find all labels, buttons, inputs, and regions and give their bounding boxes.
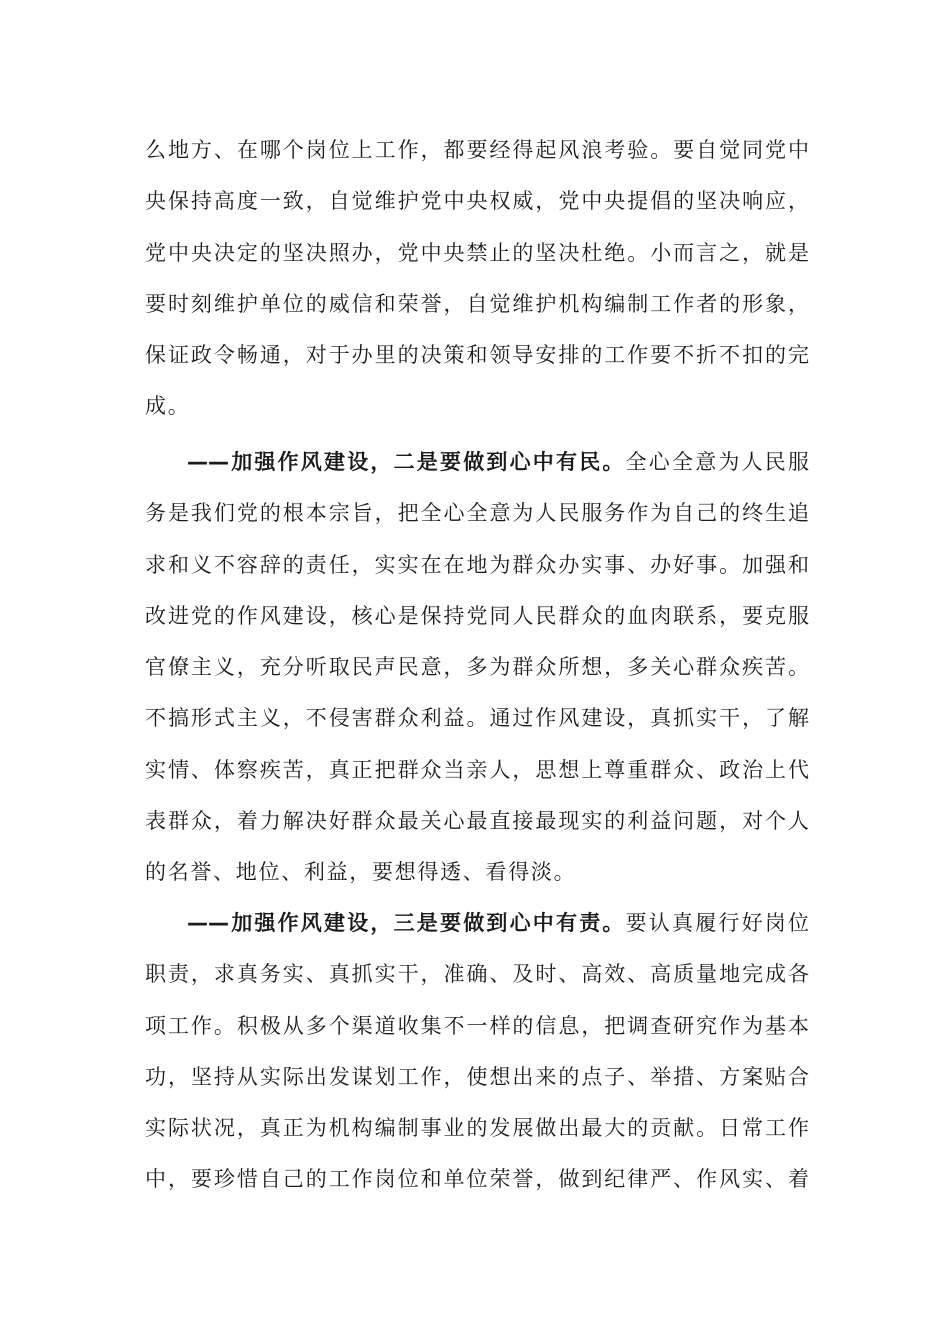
paragraph-2 bbox=[145, 437, 809, 899]
text-line: 官僚主义，充分听取民声民意，多为群众所想，多关心群众疾苦。 bbox=[145, 655, 809, 680]
text-line: 功，坚持从实际出发谋划工作，使想出来的点子、举措、方案贴合 bbox=[145, 1064, 809, 1089]
text-line: 么地方、在哪个岗位上工作，都要经得起风浪考验。要自觉同党中 bbox=[145, 138, 809, 162]
text-line: 保证政令畅通，对于办里的决策和领导安排的工作要不折不扣的完 bbox=[145, 343, 809, 368]
text-line: 求和义不容辞的责任，实实在在地为群众办实事、办好事。加强和 bbox=[145, 552, 809, 577]
text-line: 项工作。积极从多个渠道收集不一样的信息，把调查研究作为基本 bbox=[145, 1013, 809, 1038]
text-line: 职责，求真务实、真抓实干，准确、及时、高效、高质量地完成各 bbox=[145, 962, 809, 987]
paragraph-text: 要认真履行好岗位 bbox=[625, 911, 810, 935]
text-line: 改进党的作风建设，核心是保持党同人民群众的血肉联系，要克服 bbox=[145, 603, 809, 628]
text-line: 的名誉、地位、利益，要想得透、看得淡。 bbox=[145, 860, 577, 885]
text-line-first bbox=[145, 898, 809, 949]
paragraph-heading: ——加强作风建设，二是要做到心中有民。 bbox=[187, 450, 626, 474]
text-line: 实情、体察疾苦，真正把群众当亲人，思想上尊重群众、政治上代 bbox=[145, 757, 809, 782]
text-line-first bbox=[145, 437, 809, 488]
text-line: 中，要珍惜自己的工作岗位和单位荣誉，做到纪律严、作风实、着 bbox=[145, 1167, 809, 1192]
text-line: 务是我们党的根本宗旨，把全心全意为人民服务作为自己的终生追 bbox=[145, 501, 809, 526]
text-line: 不搞形式主义，不侵害群众利益。通过作风建设，真抓实干，了解 bbox=[145, 706, 809, 731]
text-line: 党中央决定的坚决照办，党中央禁止的坚决杜绝。小而言之，就是 bbox=[145, 240, 809, 265]
paragraph-1 bbox=[145, 125, 809, 433]
text-line: 表群众，着力解决好群众最关心最直接最现实的利益问题，对个人 bbox=[145, 809, 809, 834]
paragraph-heading: ——加强作风建设，三是要做到心中有责。 bbox=[187, 911, 626, 935]
text-line: 实际状况，真正为机构编制事业的发展做出最大的贡献。日常工作 bbox=[145, 1116, 809, 1141]
paragraph-text: 全心全意为人民服 bbox=[625, 450, 810, 474]
text-line: 央保持高度一致，自觉维护党中央权威，党中央提倡的坚决响应， bbox=[145, 189, 809, 214]
text-line: 成。 bbox=[145, 394, 191, 419]
paragraph-3 bbox=[145, 898, 809, 1206]
text-line: 要时刻维护单位的威信和荣誉，自觉维护机构编制工作者的形象， bbox=[145, 291, 809, 316]
